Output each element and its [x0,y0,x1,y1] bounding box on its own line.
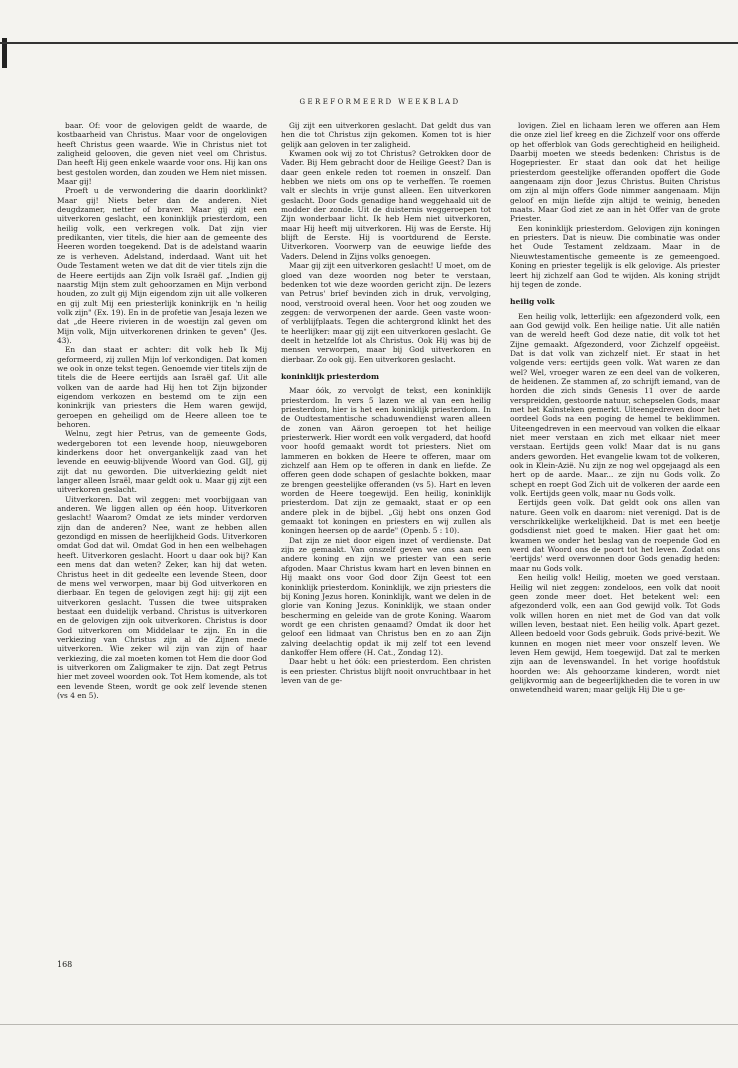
bottom-rule [0,1024,738,1025]
top-rule [0,42,738,44]
section-heading: koninklijk priesterdom [281,371,379,381]
paragraph: Kwamen ook wij zo tot Christus? Getrokken door de Vader. Bij Hem gebracht door de Heilige Geest? Dan is daar geen enkele reden tot roemen in onszelf. Dan hebben we niets om ons op te verheffen. Te roemen valt er slechts in vrije gunst alleen. Een uitverkoren geslacht. Door Gods genadige hand weggehaald uit de modder der zonde. Uit de duisternis weggeroepen tot Zijn wonderbaar licht. Ik heb Hem niet uitverkoren, maar Hij heeft mij uitverkoren. Hij was de Eerste. Hij blijft de Eerste. Hij is voortdurend de Eerste. Uitverkoren. Voorwerp van de eeuwige liefde des Vaders. Delend in Zijns volks genoegen. [281,149,491,261]
column-3 [510,121,720,1021]
paragraph: Gij zijt een uitverkoren geslacht. Dat geldt dus van hen die tot Christus zijn gekomen. Komen tot is hier gelijk aan geloven in ter zaligheid. [281,121,491,149]
paragraph: Dat zijn ze niet door eigen inzet of verdienste. Dat zijn ze gemaakt. Van onszelf geven we ons aan een andere koning en zijn we priester van een serie afgoden. Maar Christus kwam hart en leven binnen en Hij maakt ons voor God door Zijn Geest tot een koninklijk priesterdom. Koninklijk, we zijn priesters die bij Koning Jezus horen. Koninklijk, want we delen in de glorie van Koning Jezus. Koninklijk, we staan onder bescherming en geleide van de grote Koning. Waarom wordt ge een christen genaamd? Omdat ik door het geloof een lidmaat van Christus ben en zo aan Zijn zalving deelachtig opdat ik mij zelf tot een levend dankoffer Hem offere (H. Cat., Zondag 12). [281,535,491,657]
paragraph: Maar óók, zo vervolgt de tekst, een koninklijk priesterdom. In vers 5 lazen we al van een heilig priesterdom, hier is het een koninklijk priesterdom. In de Oudtestamentische schaduwendienst waren alleen de zonen van Aäron geroepen tot het heilige priesterwerk. Hier wordt een volk vergaderd, dat hoofd voor hoofd gemaakt wordt tot priesters. Niet om lammeren en bokken de Heere te offeren, maar om zichzelf aan Hem op te offeren in dank en liefde. Ze offeren geen dode schapen of geslachte bokken, maar ze brengen geestelijke offeranden (vs 5). Hart en leven worden de Heere toegewijd. Een heilig, koninklijk priesterdom. Dat zijn ze gemaakt, staat er op een andere plek in de bijbel. „Gij hebt ons onzen God gemaakt tot koningen en priesters en wij zullen als koningen heersen op de aarde" (Openb. 5 : 10). [281,386,491,536]
paragraph: Een koninklijk priesterdom. Gelovigen zijn koningen en priesters. Dat is nieuw. Die combinatie was onder het Oude Testament zeldzaam. Maar in de Nieuwtestamentische gemeente is ze gemeengoed. Koning en priester tegelijk is elk gelovige. Als priester leert hij zichzelf aan God te wijden. Als koning strijdt hij tegen de zonde. [510,223,720,289]
column-2 [281,121,491,981]
paragraph: Welnu, zegt hier Petrus, van de gemeente Gods, wedergeboren tot een levende hoop, nieuwgeboren kinderkens door het onvergankelijk zaad van het levende en eeuwig-blijvende Woord van God. GIJ, gij zijt dat nu geworden. Die uitverkiezing geldt niet langer alleen Israël, maar geldt ook u. Maar gij zijt een uitverkoren geslacht. [57,429,267,495]
paragraph: En dan staat er achter: dit volk heb Ik Mij geformeerd, zij zullen Mijn lof verkondigen. Dat komen we ook in onze tekst tegen. Genoemde vier titels zijn de titels die de Heere eertijds aan Israël gaf. Uit alle volken van de aarde had Hij hen tot Zijn bijzonder eigendom verkozen en bestemd om te zijn een koninkrijk van priesters die Hem waren gewijd, geroepen en geheiligd om de Heere alleen toe te behoren. [57,345,267,429]
paragraph: lovigen. Ziel en lichaam leren we offeren aan Hem die onze ziel lief kreeg en die Zichzelf voor ons offerde op het offerblok van Gods gerechtigheid en heiligheid. Daarbij moeten we steeds bedenken: Christus is de Hogepriester. Er staat dan ook dat het heilige priesterdom geestelijke offeranden opoffert die Gode aangenaam zijn door Jezus Christus. Buiten Christus om zijn al mijn offers Gode nimmer aangenaam. Mijn geloof en mijn liefde zijn altijd te weinig, beneden maats. Maar God ziet ze aan in hèt Offer van de grote Priester. [510,121,720,224]
paragraph: Uitverkoren. Dat wil zeggen: met voorbijgaan van anderen. We liggen allen op één hoop. Uitverkoren geslacht! Waarom? Omdat ze iets minder verdorven zijn dan de anderen? Nee, want ze hebben allen gezondigd en missen de heerlijkheid Gods. Uitverkoren omdat God dat wil. Omdat God in hen een welbehagen heeft. Uitverkoren geslacht. Hoort u daar ook bij? Kan een mens dat dan weten? Zeker, kan hij dat weten. Christus heet in dit gedeelte een levende Steen, door de mens wel verworpen, maar bij God uitverkoren en dierbaar. En tegen de gelovigen zegt hij: gij zijt een uitverkoren geslacht. Tussen die twee uitspraken bestaat een duidelijk verband. Christus is uitverkoren en de gelovigen zijn ook uitverkoren. Christus is door God uitverkoren om Middelaar te zijn. En in die verkiezing van Christus zijn al de Zijnen mede uitverkoren. Wie zeker wil zijn van zijn of haar verkiezing, die zal moeten komen tot Hem die door God is uitverkoren om Zaligmaker te zijn. Dat zegt Petrus hier met zoveel woorden ook. Tot Hem komende, als tot een levende Steen, wordt ge ook zelf levende stenen (vs 4 en 5). [57,494,267,700]
paragraph: baar. Of: voor de gelovigen geldt de waarde, de kostbaarheid van Christus. Maar voor de ongelovigen heeft Christus geen waarde. Wie in Christus niet tot zaligheid gelooven, die geven niet veel om Christus. Dan heeft Hij geen enkele waarde voor ons. Hij kan ons best gestolen worden, dan zouden we Hem niet missen. Maar gij! [57,121,267,187]
paragraph: Een heilig volk, letterlijk: een afgezonderd volk, een aan God gewijd volk. Een heilige natie. Uit alle natiën van de wereld heeft God deze natie, dit volk tot het Zijne gemaakt. Afgezonderd, voor Zichzelf opgeëist. Dat is dat volk van zichzelf niet. Er staat in het volgende vers: eertijds geen volk. Wat waren ze dan wel? Wel, vroeger waren ze een deel van de volkeren, de heidenen. Ze stammen af, zo schrijft iemand, van de horden die zich sinds Genesis 11 over de aarde verspreidden, gestoorde natuur, schepselen Gods, maar met het Kaïnsteken gemerkt. Uiteengedreven door het oordeel Gods na een poging de hemel te beklimmen. Uiteengedreven in een meervoud van volken die elkaar niet meer verstaan en zich met elkaar niet meer verstaan. Eertijds geen volk! Maar dat is nu gans anders geworden. Het evangelie kwam tot de volkeren, ook in Klein-Azië. Nu zijn ze nog wel opgejaagd als een hert op de aarde. Maar... ze zijn nu Gods volk. Zo schept en roept God Zich uit de volkeren der aarde een volk. Eertijds geen volk, maar nu Gods volk. [510,311,720,499]
page-number: 168 [57,960,73,969]
paragraph: Proeft u de verwondering die daarin doorklinkt? Maar gij! Niets beter dan de anderen. Niet deugdzamer, netter of braver. Maar gij zijt een uitverkoren geslacht, een koninklijk priesterdom, een heilig volk, een verkregen volk. Dat zijn vier predikanten, vier titels, die hier aan de gemeente des Heeren worden toegekend. Dat is de adelstand waarin ze is verheven. Adelstand, inderdaad. Want uit het Oude Testament weten we dat dit de vier titels zijn die de Heere eertijds aan Zijn volk Israël gaf. „Indien gij naarstig Mijn stem zult gehoorzamen en Mijn verbond houden, zo zult gij Mijn eigendom zijn uit alle volkeren en gij zult Mij een priesterlijk koninkrijk en 'n heilig volk zijn" (Ex. 19). En in de profetie van Jesaja lezen we dat „de Heere rivieren in de woestijn zal geven om Mijn volk, Mijn uitverkorenen drinken te geven" (Jes. 43). [57,186,267,345]
section-heading: heilig volk [510,297,555,307]
running-header: GEREFORMEERD WEEKBLAD [299,98,461,106]
paragraph: Daar hebt u het óók: een priesterdom. Een christen is een priester. Christus blijft nooit onvruchtbaar in het leven van de ge- [281,657,491,685]
paragraph: Maar gij zijt een uitverkoren geslacht! U moet, om de gloed van deze woorden nog beter te verstaan, bedenken tot wie deze woorden gericht zijn. De lezers van Petrus' brief bevinden zich in druk, vervolging, nood, verstrooid overal heen. Voor het oog zouden we zeggen: de verworpenen der aarde. Geen vaste woon- of verblijfplaats. Tegen die achtergrond klinkt het des te heerlijker: maar gij zijt een uitverkoren geslacht. Ge deelt in hetzelfde lot als Christus. Ook Hij was bij de mensen verworpen, maar bij God uitverkoren en dierbaar. Zo ook gij. Een uitverkoren geslacht. [281,261,491,364]
paragraph: Eertijds geen volk. Dat geldt ook ons allen van nature. Geen volk en daarom: niet verenigd. Dat is de verschrikkelijke werkelijkheid. Dat is met een beetje godsdienst niet goed te maken. Hier gaat het om: kwamen we onder het beslag van de roepende God en werd dat Woord ons de poort tot het leven. Zodat ons 'eertijds' werd overwonnen door Gods genadig heden: maar nu Gods volk. [510,498,720,573]
column-1 [57,121,267,951]
paragraph: Een heilig volk! Heilig, moeten we goed verstaan. Heilig wil niet zeggen: zondeloos, een volk dat nooit geen zonde meer doet. Het betekent wel: een afgezonderd volk, een aan God gewijd volk. Tot Gods volk willen horen en niet met de God van dat volk willen leven, bestaat niet. Een heilig volk. Apart gezet. Alleen bedoeld voor Gods gebruik. Gods privé-bezit. We kunnen en mogen niet meer voor onszelf leven. We leven Hem gewijd, Hem toegewijd. Dat zal te merken zijn aan de levenswandel. In het vorige hoofdstuk hoorden we: Als gehoorzame kinderen, wordt niet gelijkvormig aan de begeerlijkheden die te voren in uw onwetendheid waren; maar gelijk Hij Die u ge- [510,573,720,695]
